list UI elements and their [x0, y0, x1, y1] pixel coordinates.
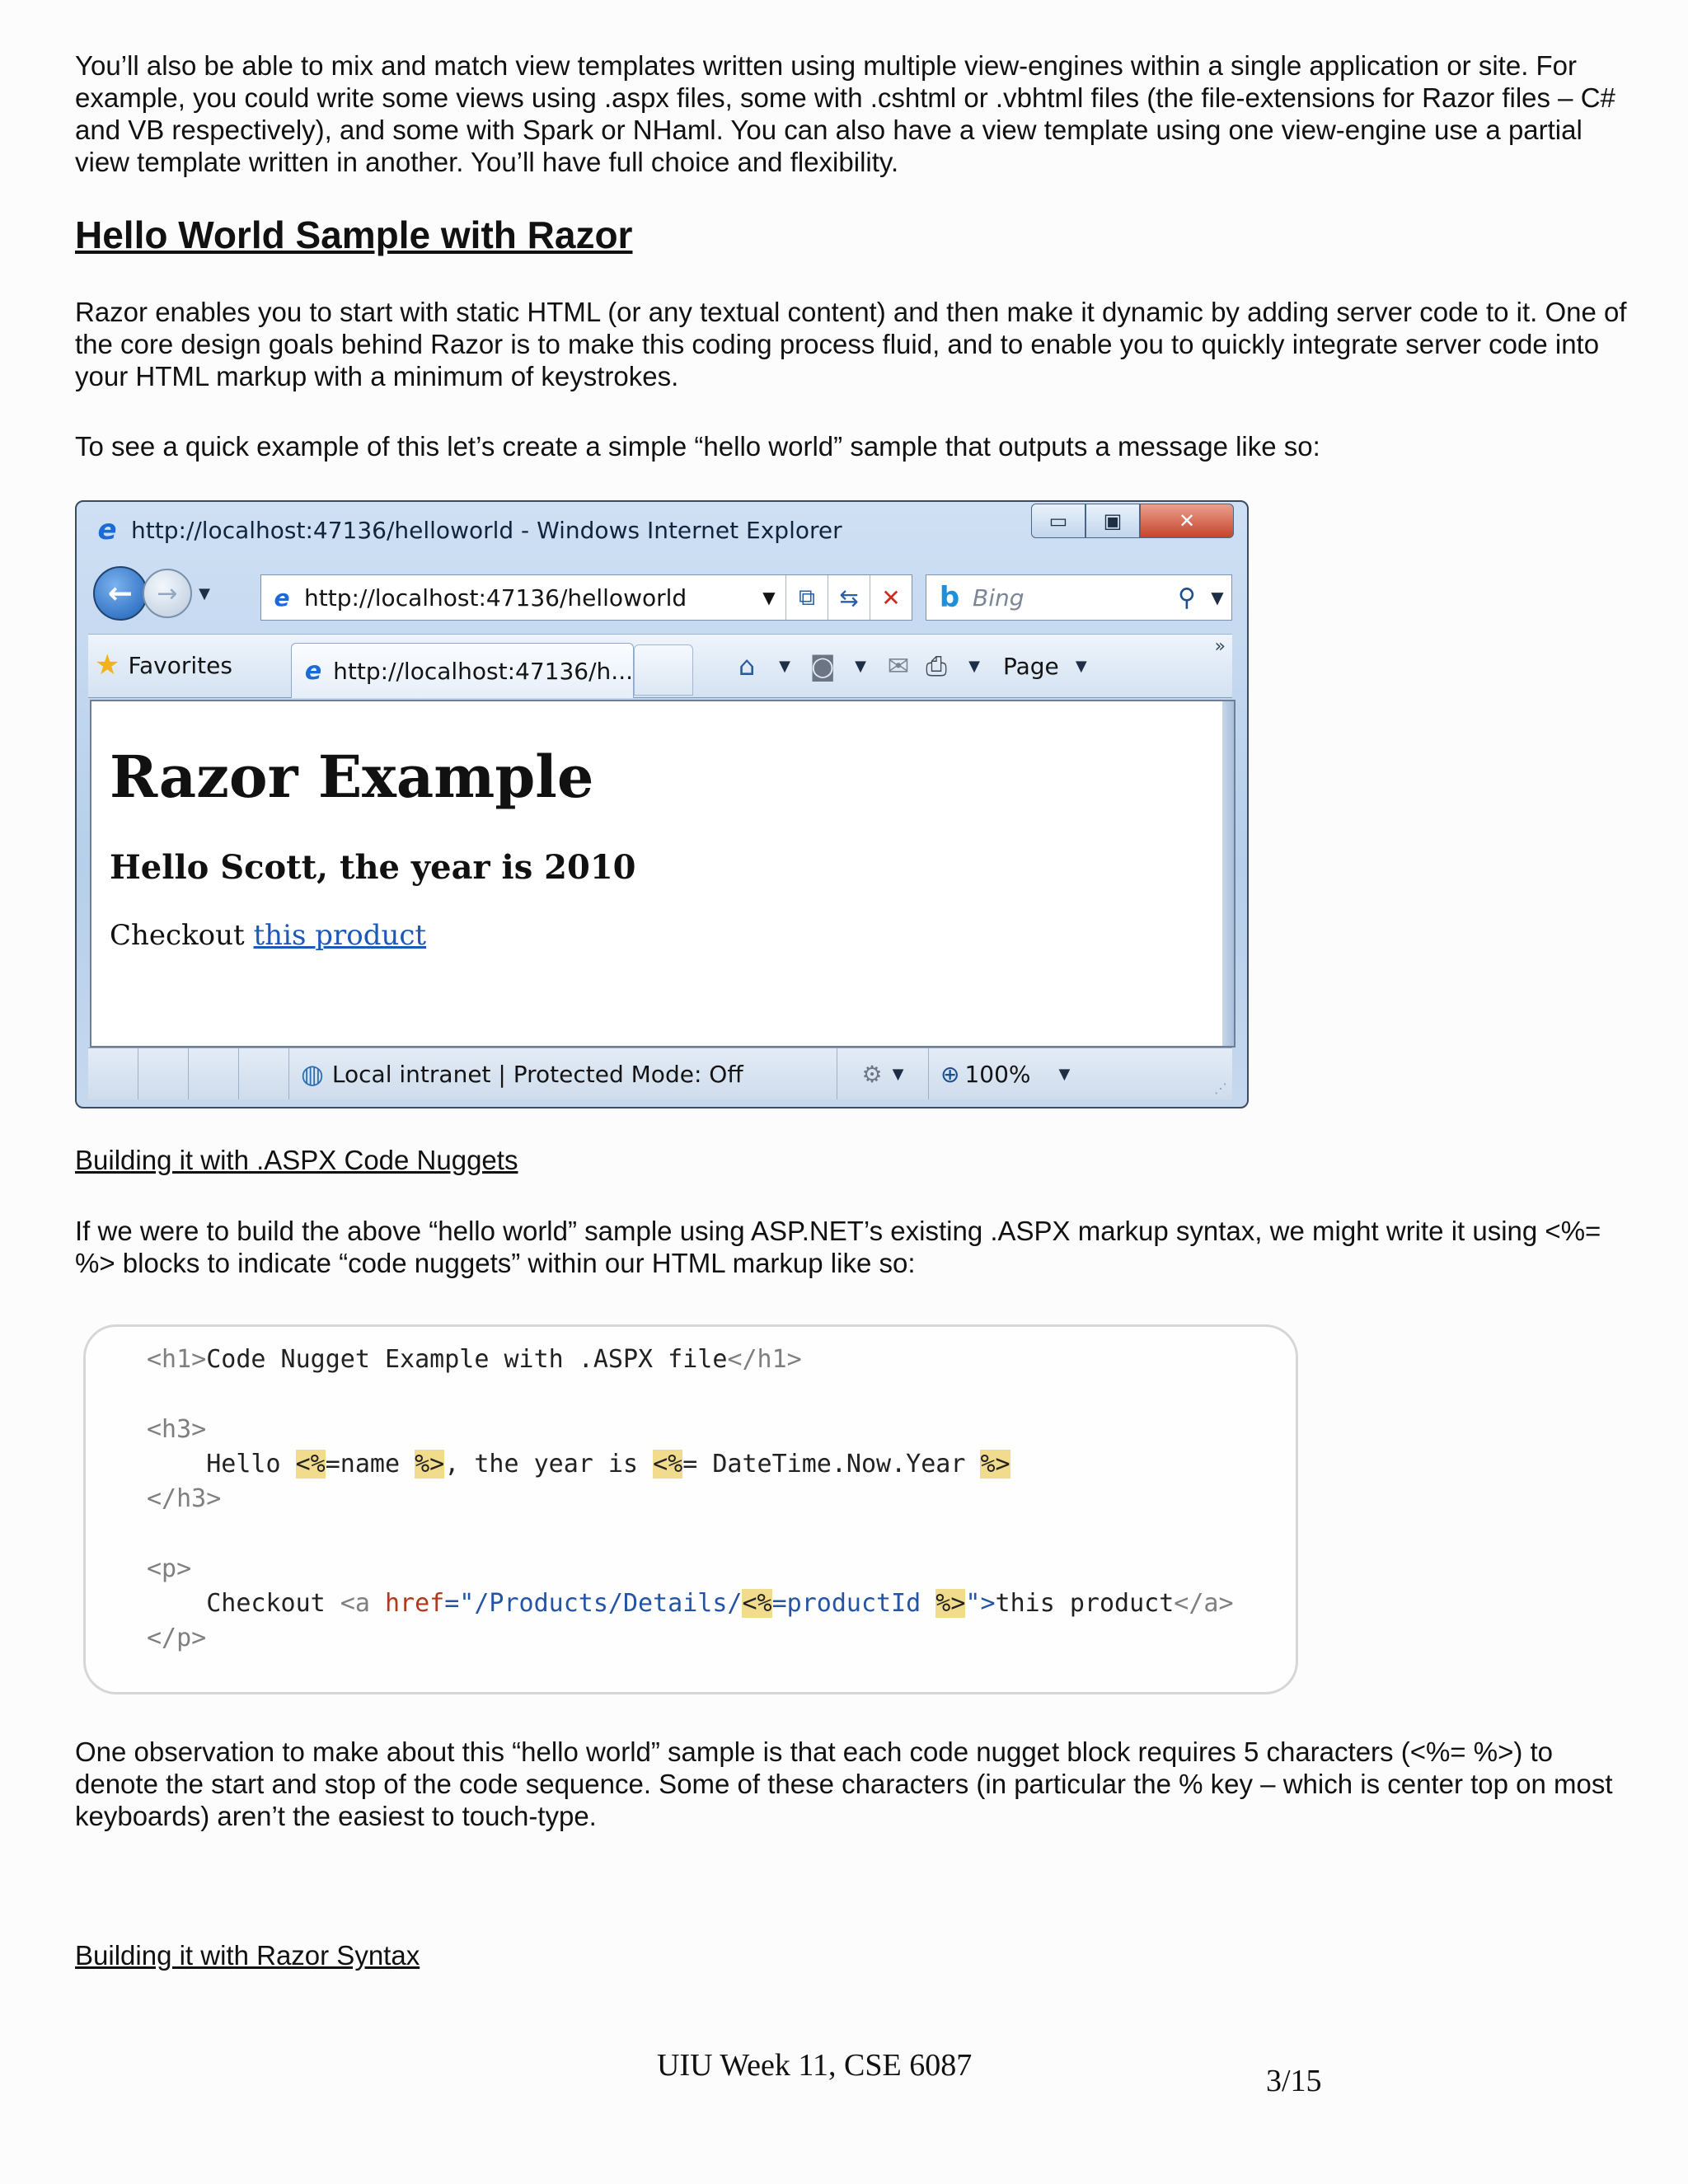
- zoom-icon: ⊕: [940, 1060, 960, 1088]
- tab-page-icon: e: [304, 656, 322, 686]
- minimize-button[interactable]: ▭: [1031, 504, 1085, 538]
- favorites-star-icon: ★: [95, 649, 120, 682]
- new-tab-button[interactable]: [634, 644, 693, 696]
- example-paragraph: To see a quick example of this let’s create a simple “hello world” sample that outputs a message like so:: [75, 431, 1320, 462]
- zoom-control[interactable]: [929, 1061, 1081, 1088]
- razor-paragraph: Razor enables you to start with static HTML (or any textual content) and then make it dynamic by adding server code to it. One of the core design goals behind Razor is to make this coding process fluid, and to enable you to quickly integrate server code into your HTML markup with a minimum of keystrokes.: [75, 297, 1627, 391]
- search-placeholder[interactable]: Bing: [973, 583, 1025, 612]
- command-bar: [88, 634, 1232, 698]
- window-controls: [1031, 504, 1234, 538]
- favorites-button[interactable]: [95, 644, 232, 686]
- forward-icon[interactable]: →: [143, 569, 192, 618]
- print-icon[interactable]: ⎙: [926, 649, 947, 682]
- page-icon: e: [274, 583, 290, 612]
- aspx-subheading: Building it with .ASPX Code Nuggets: [75, 1145, 518, 1175]
- command-toolbar: [728, 643, 1100, 689]
- refresh-icon[interactable]: ⇆: [828, 575, 870, 620]
- zoom-dropdown-icon: ▼: [1058, 1065, 1071, 1083]
- address-dropdown-icon[interactable]: ▼: [753, 575, 786, 620]
- page-dropdown-icon[interactable]: ▼: [1075, 657, 1087, 675]
- page-menu[interactable]: Page: [1003, 652, 1059, 680]
- maximize-button[interactable]: ▣: [1085, 504, 1140, 538]
- browser-tab[interactable]: [291, 643, 634, 698]
- vertical-scrollbar[interactable]: [1222, 701, 1234, 1046]
- protected-mode-control[interactable]: [837, 1048, 929, 1099]
- code-line: </h3>: [147, 1484, 222, 1513]
- address-text[interactable]: http://localhost:47136/helloworld: [304, 583, 687, 612]
- zoom-level: 100%: [964, 1060, 1031, 1088]
- resize-grip-icon[interactable]: ⋰: [1214, 1080, 1227, 1096]
- navigation-buttons: [93, 566, 217, 621]
- code-line: Hello <%=name %>, the year is <%= DateTime.Now.Year %>: [206, 1450, 1010, 1479]
- home-icon[interactable]: ⌂: [738, 650, 756, 682]
- tab-title: http://localhost:47136/h...: [333, 657, 633, 685]
- status-segment: [138, 1048, 189, 1099]
- window-title: http://localhost:47136/helloworld - Windows Internet Explorer: [131, 516, 842, 544]
- browser-window-screenshot: [75, 500, 1249, 1108]
- security-zone[interactable]: [289, 1048, 837, 1099]
- code-snippet: [83, 1324, 1298, 1694]
- rss-dropdown-icon[interactable]: ▼: [855, 657, 866, 675]
- stop-icon[interactable]: ✕: [881, 583, 901, 612]
- search-box[interactable]: [926, 574, 1232, 621]
- status-zone-text: Local intranet | Protected Mode: Off: [331, 1060, 743, 1088]
- address-bar[interactable]: [260, 574, 912, 621]
- status-segment: [239, 1048, 289, 1099]
- observation-paragraph: One observation to make about this “hello world” sample is that each code nugget block requires 5 characters (<%= %>) to denote the start and stop of the code sequence. Some of these characters (in particular the % key – which is center top on most keyboards) aren’t the easiest to touch-type.: [75, 1736, 1613, 1831]
- product-link[interactable]: this product: [253, 919, 427, 952]
- code-line: <h1>Code Nugget Example with .ASPX file</h1>: [147, 1345, 802, 1374]
- page-number: 3/15: [1266, 2064, 1322, 2098]
- ie-logo-icon: e: [97, 513, 117, 546]
- mail-icon[interactable]: ✉: [887, 650, 910, 682]
- print-dropdown-icon[interactable]: ▼: [968, 657, 980, 675]
- back-icon[interactable]: ←: [93, 566, 148, 621]
- rss-icon[interactable]: ◙: [809, 650, 836, 682]
- intro-paragraph: You’ll also be able to mix and match view templates written using multiple view-engines within a single application or site. For example, you could write some views using .aspx files, some with .cshtml or .vbhtml files (the file-extensions for Razor files – C# and VB respectively), and some with Spark or NHaml. You can also have a view template using one view-engine use a partial view template written in another. You’ll have full choice and flexibility.: [75, 50, 1615, 177]
- window-titlebar: [91, 513, 842, 546]
- razor-subheading: Building it with Razor Syntax: [75, 1940, 420, 1971]
- more-chevron-icon[interactable]: »: [1214, 636, 1226, 657]
- history-dropdown-icon[interactable]: ▼: [199, 584, 210, 602]
- status-bar: [88, 1047, 1232, 1099]
- code-line: <h3>: [147, 1415, 207, 1444]
- status-segment: [88, 1048, 138, 1099]
- aspx-paragraph: If we were to build the above “hello world” sample using ASP.NET’s existing .ASPX markup syntax, we might write it using <%= %> blocks to indicate “code nuggets” within our HTML markup like so:: [75, 1216, 1601, 1278]
- code-line: <p>: [147, 1554, 192, 1583]
- page-paragraph: Checkout this product: [110, 919, 427, 952]
- lock-dropdown-icon: ▼: [892, 1065, 904, 1083]
- home-dropdown-icon[interactable]: ▼: [779, 657, 790, 675]
- status-segment: [189, 1048, 239, 1099]
- globe-icon: ◍: [301, 1058, 324, 1090]
- page-h1: Razor Example: [110, 743, 594, 811]
- close-button[interactable]: ✕: [1140, 504, 1234, 538]
- search-icon[interactable]: ⚲: [1178, 583, 1196, 612]
- section-heading: Hello World Sample with Razor: [75, 213, 633, 256]
- code-line: Checkout <a href="/Products/Details/<%=productId %>">this product</a>: [206, 1589, 1234, 1618]
- page-content: [90, 700, 1236, 1047]
- lock-icon: ⚙: [861, 1060, 883, 1088]
- favorites-label: Favorites: [128, 651, 232, 679]
- bing-icon: b: [939, 581, 960, 614]
- page-h3: Hello Scott, the year is 2010: [110, 848, 636, 887]
- search-dropdown-icon[interactable]: ▼: [1211, 588, 1224, 607]
- page-footer: UIU Week 11, CSE 6087: [657, 2048, 973, 2083]
- compatibility-icon[interactable]: ⧉: [786, 575, 828, 620]
- code-line: </p>: [147, 1624, 207, 1652]
